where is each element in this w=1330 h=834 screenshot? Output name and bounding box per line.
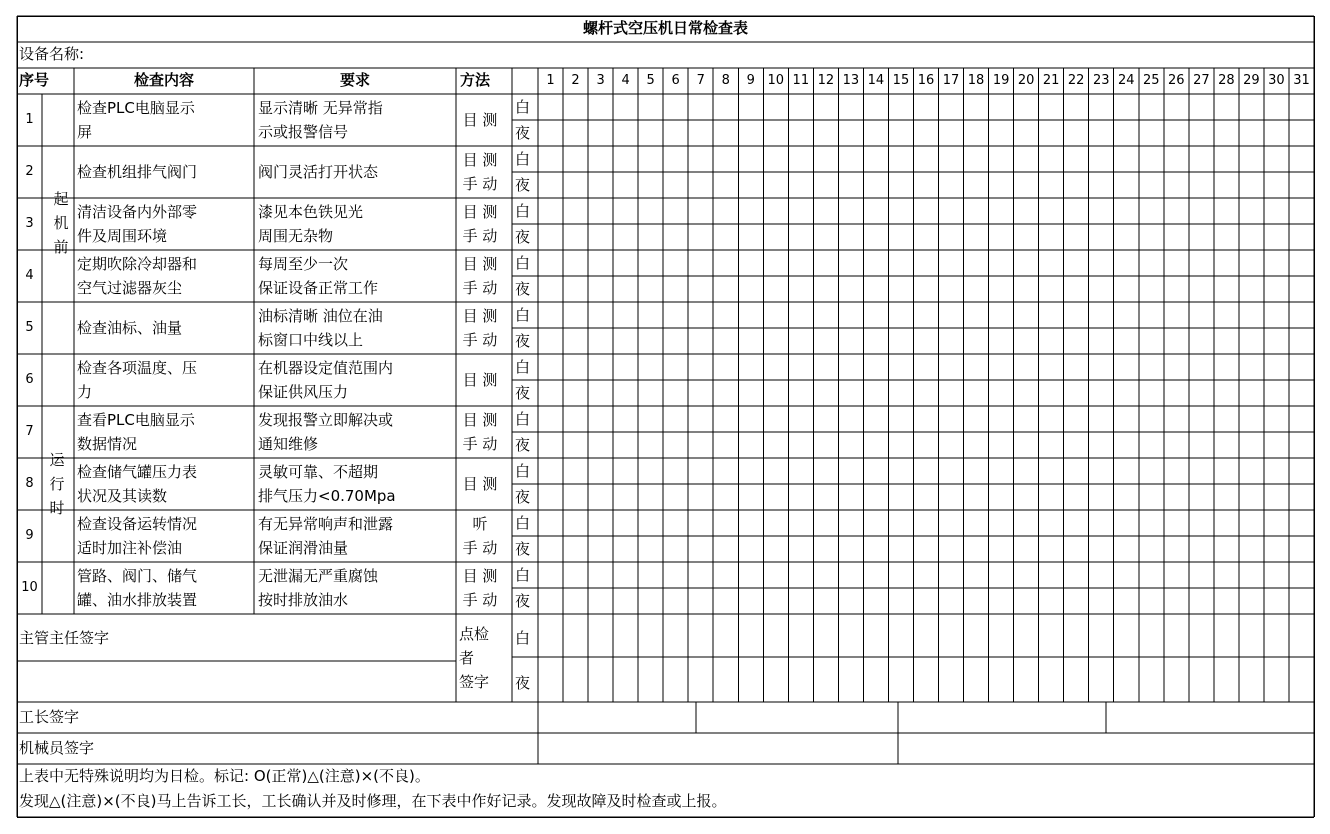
header-content: 检查内容 xyxy=(133,71,194,89)
row-number: 1 xyxy=(25,112,34,127)
day-column-header: 28 xyxy=(1218,73,1235,88)
row-method: 目 测 手 动 xyxy=(462,151,498,193)
row-method: 目 测 xyxy=(462,111,498,129)
header-seq: 序号 xyxy=(19,71,50,89)
shift-day-label: 白 xyxy=(515,98,531,116)
day-column-header: 19 xyxy=(992,73,1010,88)
row-number: 7 xyxy=(25,424,34,439)
row-method: 听 手 动 xyxy=(462,515,498,557)
header-requirement: 要求 xyxy=(339,71,370,89)
row-method: 目 测 手 动 xyxy=(462,307,498,349)
day-column-header: 12 xyxy=(817,73,835,88)
day-column-header: 20 xyxy=(1017,73,1035,88)
row-number: 5 xyxy=(25,320,34,335)
shift-night-label: 夜 xyxy=(515,280,531,298)
row-method: 目 测 手 动 xyxy=(462,255,498,297)
row-check-content: 检查储气罐压力表 状况及其读数 xyxy=(77,463,198,505)
row-check-content: 定期吹除冷却器和 空气过滤器灰尘 xyxy=(77,255,198,297)
day-column-header: 1 xyxy=(546,73,555,88)
shift-day-label: 白 xyxy=(515,254,531,272)
shift-day-label: 白 xyxy=(515,566,531,584)
day-column-header: 15 xyxy=(892,73,910,88)
shift-day-label: 白 xyxy=(515,514,531,532)
shift-night-label: 夜 xyxy=(515,228,531,246)
day-column-header: 14 xyxy=(867,73,885,88)
inspector-night-label: 夜 xyxy=(515,674,531,692)
row-check-content: 检查各项温度、压 力 xyxy=(77,359,198,401)
mechanic-signature-label: 机械员签字 xyxy=(19,739,95,757)
note-line-2: 发现△(注意)×(不良)马上告诉工长，工长确认并及时修理，在下表中作好记录。发现故障及时检查或上报。 xyxy=(19,792,727,810)
note-line-1: 上表中无特殊说明均为日检。标记: O(正常)△(注意)×(不良)。 xyxy=(19,767,430,785)
shift-night-label: 夜 xyxy=(515,384,531,402)
row-method: 目 测 手 动 xyxy=(462,203,498,245)
row-requirement: 油标清晰 油位在油 标窗口中线以上 xyxy=(258,307,383,349)
row-requirement: 在机器设定值范围内 保证供风压力 xyxy=(258,359,394,401)
day-column-header: 3 xyxy=(596,73,605,88)
shift-night-label: 夜 xyxy=(515,124,531,142)
row-check-content: 检查机组排气阀门 xyxy=(77,163,198,181)
shift-night-label: 夜 xyxy=(515,436,531,454)
day-column-header: 2 xyxy=(571,73,580,88)
day-column-header: 8 xyxy=(721,73,730,88)
phase-before-start: 起 机 前 xyxy=(53,190,69,256)
day-column-header: 18 xyxy=(967,73,985,88)
row-requirement: 有无异常响声和泄露 保证润滑油量 xyxy=(258,515,394,557)
row-check-content: 清洁设备内外部零 件及周围环境 xyxy=(77,203,198,245)
row-check-content: 检查设备运转情况 适时加注补偿油 xyxy=(77,515,198,557)
row-method: 目 测 手 动 xyxy=(462,411,498,453)
shift-day-label: 白 xyxy=(515,150,531,168)
day-column-header: 29 xyxy=(1243,73,1260,88)
foreman-signature-label: 工长签字 xyxy=(19,708,80,726)
row-method: 目 测 手 动 xyxy=(462,567,498,609)
row-number: 6 xyxy=(25,372,34,387)
shift-night-label: 夜 xyxy=(515,488,531,506)
shift-day-label: 白 xyxy=(515,462,531,480)
day-column-header: 4 xyxy=(621,73,630,88)
day-column-header: 9 xyxy=(746,73,755,88)
header-method: 方法 xyxy=(460,71,491,89)
row-check-content: 检查油标、油量 xyxy=(77,319,183,337)
row-number: 8 xyxy=(25,476,34,491)
row-check-content: 管路、阀门、储气 罐、油水排放装置 xyxy=(77,567,198,609)
row-check-content: 查看PLC电脑显示 数据情况 xyxy=(77,411,195,453)
phase-running: 运 行 时 xyxy=(49,451,65,517)
inspector-day-label: 白 xyxy=(515,629,531,647)
row-number: 4 xyxy=(25,268,34,283)
row-number: 9 xyxy=(25,528,34,543)
row-requirement: 发现报警立即解决或 通知维修 xyxy=(258,411,394,453)
day-column-header: 16 xyxy=(917,73,935,88)
shift-day-label: 白 xyxy=(515,306,531,324)
row-requirement: 漆见本色铁见光 周围无杂物 xyxy=(258,203,364,245)
day-column-header: 13 xyxy=(842,73,860,88)
row-requirement: 灵敏可靠、不超期 排气压力<0.70Mpa xyxy=(258,463,396,505)
shift-day-label: 白 xyxy=(515,358,531,376)
day-column-header: 22 xyxy=(1067,73,1085,88)
row-requirement: 每周至少一次 保证设备正常工作 xyxy=(258,255,379,297)
row-requirement: 无泄漏无严重腐蚀 按时排放油水 xyxy=(258,567,379,609)
equipment-name-label: 设备名称: xyxy=(19,45,85,63)
shift-night-label: 夜 xyxy=(515,592,531,610)
row-number: 3 xyxy=(25,216,34,231)
row-method: 目 测 xyxy=(462,475,498,493)
shift-night-label: 夜 xyxy=(515,540,531,558)
day-column-header: 30 xyxy=(1268,73,1285,88)
supervisor-signature-label: 主管主任签字 xyxy=(19,629,110,647)
inspector-signature-label: 点检 者 签字 xyxy=(459,625,490,691)
row-requirement: 阀门灵活打开状态 xyxy=(258,163,379,181)
day-column-header: 11 xyxy=(792,73,810,88)
day-column-header: 31 xyxy=(1293,73,1310,88)
day-column-header: 26 xyxy=(1168,73,1185,88)
day-column-header: 6 xyxy=(671,73,680,88)
day-column-header: 7 xyxy=(696,73,705,88)
row-check-content: 检查PLC电脑显示 屏 xyxy=(77,99,195,141)
sheet-title: 螺杆式空压机日常检查表 xyxy=(582,19,748,37)
row-method: 目 测 xyxy=(462,371,498,389)
row-requirement: 显示清晰 无异常指 示或报警信号 xyxy=(258,99,383,141)
shift-day-label: 白 xyxy=(515,410,531,428)
row-number: 2 xyxy=(25,164,34,179)
shift-night-label: 夜 xyxy=(515,332,531,350)
day-column-header: 27 xyxy=(1193,73,1210,88)
day-column-header: 17 xyxy=(942,73,960,88)
day-column-header: 10 xyxy=(767,73,785,88)
shift-day-label: 白 xyxy=(515,202,531,220)
day-column-header: 23 xyxy=(1092,73,1110,88)
day-column-header: 25 xyxy=(1143,73,1160,88)
day-column-header: 5 xyxy=(646,73,655,88)
shift-night-label: 夜 xyxy=(515,176,531,194)
day-column-header: 24 xyxy=(1117,73,1135,88)
day-column-header: 21 xyxy=(1042,73,1060,88)
row-number: 10 xyxy=(21,580,38,595)
